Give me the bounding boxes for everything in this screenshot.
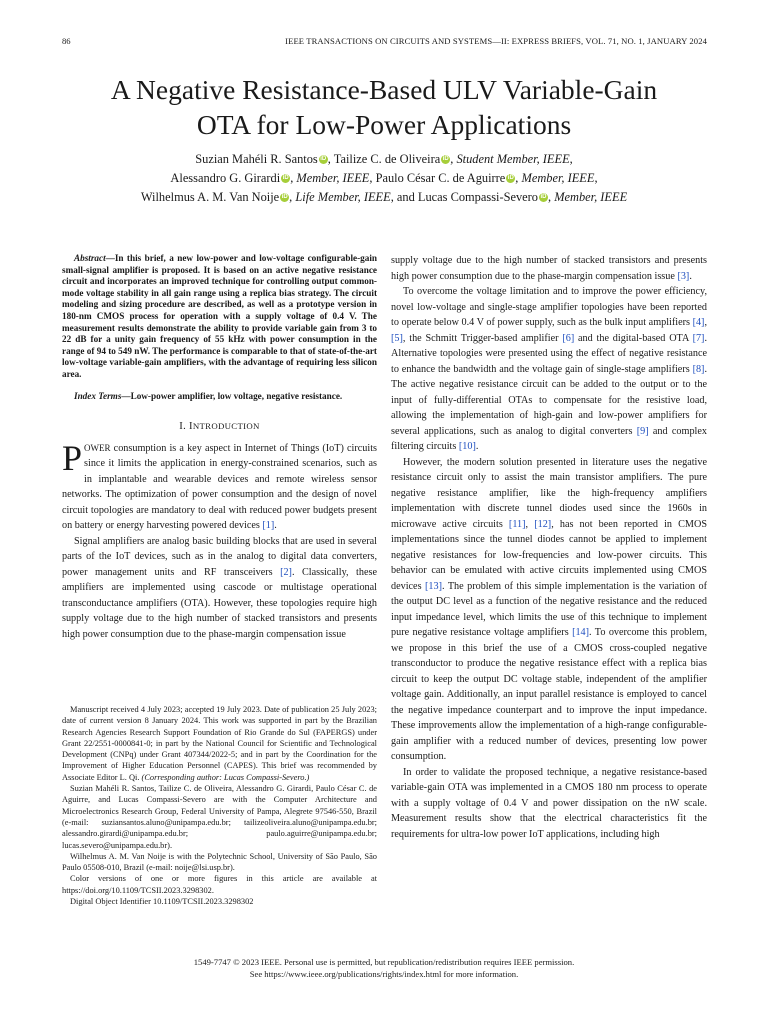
footnotes: [62, 704, 377, 907]
left-column: [62, 253, 377, 642]
punct: .: [274, 520, 277, 532]
author-role: Life Member, IEEE: [295, 190, 391, 204]
citation-link[interactable]: [9]: [636, 425, 649, 437]
paper-title: [40, 72, 728, 142]
orcid-icon[interactable]: iD: [540, 194, 547, 200]
author-name: Alessandro G. Girardi: [170, 171, 281, 185]
punct: ,: [704, 317, 707, 328]
orcid-icon[interactable]: iD: [281, 194, 288, 200]
index-terms-label: Index Terms: [74, 390, 122, 401]
index-terms-text: —Low-power amplifier, low voltage, negative resistance.: [121, 390, 343, 401]
author-role: Member, IEEE: [554, 190, 628, 204]
title-line-2: OTA for Low-Power Applications: [196, 109, 572, 140]
conjunction: and: [396, 190, 415, 204]
citation-link[interactable]: [13]: [425, 580, 442, 592]
paragraph-text: , has not been reported in CMOS implementations since the tunnel diodes cannot be applied to implement negative resistances for low-frequencies and low-power circuits. This behavior can be emulated with active circuits implemented using CMOS devices: [391, 518, 708, 592]
paragraph-text: To overcome the voltage limitation and to improve the power efficiency, novel low-voltage and single-stage amplifier topologies have been reported to operate below 0.4 V of power supply, such as the bulk input amplifiers: [391, 286, 707, 328]
page-number: 86: [62, 36, 71, 46]
copyright-line: 1549-7747 © 2023 IEEE. Personal use is permitted, but republication/redistribution requires IEEE permission.: [193, 957, 575, 967]
paragraph-text: However, the modern solution presented in literature uses the negative resistance circuit only to assist the main transistor amplifiers. The pure negative resistance amplifier, like the high-frequency amplifiers implementation with discrete tunnel diodes used since the 1960s in microwave active circuits: [391, 456, 707, 530]
author-role: Student Member, IEEE: [456, 152, 570, 166]
author-role: Member, IEEE: [521, 171, 595, 185]
right-column: [391, 253, 707, 842]
footnote: [62, 704, 377, 783]
footnote-text: Manuscript received 4 July 2023; accepted 19 July 2023. Date of publication 25 July 2023; date of current version 8 January 2024. This work was supported in part by the Brazilian Research Agencies Research Support Foundation of Rio Grande do Sul (FAPERGS) under Grant 22/2551-0000841-0; in part by the National Council for Scientific and Technological Development (CNPq) under Grant 407344/2022-5; and in part by the Coordination for the Improvement of Higher Education Personnel (CAPES). This brief was recommended by Associate Editor L. Qi.: [62, 705, 377, 782]
author-role: Member, IEEE: [296, 171, 370, 185]
footnote: Color versions of one or more figures in this article are available at https://doi.org/10.1109/TCSII.2023.3298302.: [62, 874, 377, 895]
punct: .: [689, 270, 692, 282]
paragraph-text: consumption is a key aspect in Internet of Things (IoT) circuits since it limits the application in energy-constrained scenarios, such as in implantable and wearable devices and remote wireless sensor networks. The optimization of power consumption and the design of novel circuit topologies are mandatory to deal with reduced power budgets present on battery or energy harvesting powered devices: [62, 442, 377, 532]
footnote: Wilhelmus A. M. Van Noije is with the Polytechnic School, University of São Paulo, São Paulo 05508-010, Brazil (e-mail: noije@lsi.usp.br).: [62, 851, 377, 873]
citation-link[interactable]: [4]: [692, 317, 705, 328]
citation-link[interactable]: [1]: [262, 520, 275, 532]
author-name: Lucas Compassi-Severo: [417, 190, 538, 204]
paragraph: In order to validate the proposed technique, a negative resistance-based variable-gain OTA was implemented in a CMOS 180 nm process to operate with a supply voltage of 0.4 V and power dissipation on the nW scale. Measurement results show that the electrical characteristics fit the requirements for ultra-low power IoT applications, including high: [391, 766, 707, 840]
orcid-icon[interactable]: iD: [320, 156, 327, 162]
paragraph-text: Signal amplifiers are analog basic building blocks that are used in several parts of the IoT devices, such as in the analog to digital data converters, power management units and RF transceivers: [62, 535, 377, 578]
continued-text: supply voltage due to the high number of stacked transistors and presents high power consumption due to the phase-margin compensation issue: [391, 255, 707, 282]
paragraph-text: . Alternative topologies were presented using the effect of negative resistance to enhance the bandwidth and the voltage gain of single-stage amplifiers: [391, 332, 707, 375]
paragraph-text: . The problem of this simple implementation is the variation of the output DC level as a function of the negative resistance and the reduced input impedance level, which limits the use of this technique to implement pure negative resistance voltage amplifiers: [391, 580, 707, 638]
paragraph: [391, 455, 707, 765]
punct: ,: [525, 518, 535, 530]
drop-cap: P: [62, 437, 83, 478]
paragraph: [62, 437, 377, 534]
title-line-1: A Negative Resistance-Based ULV Variable-Gain: [110, 74, 658, 105]
author-name: Tailize C. de Oliveira: [333, 152, 441, 166]
abstract-label: Abstract: [74, 253, 106, 263]
small-caps-word: OWER: [84, 442, 111, 453]
author-line-3: Wilhelmus A. M. Van Noije iD , Life Member, IEEE, and Lucas Compassi-Severo iD , Member, IEEE: [140, 190, 628, 204]
paragraph-text: . Classically, these amplifiers are implemented using cascode or multistage operational transconductance amplifiers (OTA). However, these topologies require high supply voltage due to the high number of stacked transistors and presents high power consumption due to the phase-margin compensation issue: [62, 566, 377, 640]
orcid-icon[interactable]: iD: [442, 156, 449, 162]
paragraph: [391, 284, 707, 455]
paragraph-text: . To overcome this problem, we propose in this brief the use of a CMOS cross-coupled negative transconductor to produce the negative resistance effect with a replica bias circuit to keep the output DC voltage stable, independent of the amplifier voltage gain. Additionally, an input parallel resistance is employed to cancel the negative impedance counterpart and to improve the input impedance. These improvements allow the implementation of a high-range configurable-gain amplifier with a reduced number of devices, presenting low power consumption.: [391, 627, 707, 762]
paragraph-continued: [391, 253, 707, 284]
citation-link[interactable]: [11]: [508, 518, 526, 530]
punct: .: [475, 441, 479, 452]
orcid-icon[interactable]: iD: [507, 175, 514, 181]
section-heading: [62, 419, 377, 435]
citation-link[interactable]: [6]: [562, 332, 575, 344]
citation-link[interactable]: [5]: [391, 332, 403, 344]
author-line-2: Alessandro G. Girardi iD , Member, IEEE, Paulo César C. de Aguirre iD , Member, IEEE,: [170, 171, 598, 185]
footnote: Suzian Mahéli R. Santos, Tailize C. de Oliveira, Alessandro G. Girardi, Paulo César C. de Aguirre, and Lucas Compassi-Severo are with the Computer Architecture and Microelectronics Research Group, Federal University of Pampa, Alegrete 97546-550, Brazil (e-mail: suziansantos.aluno@unipampa.edu.br; tailizeoliveira.aluno@unipampa.edu.br; alessandro.girardi@unipampa.edu.br; paulo.aguirre@unipampa.edu.br; lucas.severo@unipampa.edu.br).: [62, 784, 377, 850]
footnote: Digital Object Identifier 10.1109/TCSII.2023.3298302: [70, 897, 254, 907]
citation-link[interactable]: [3]: [677, 270, 690, 282]
author-list: [40, 150, 728, 207]
author-name: Suzian Mahéli R. Santos: [195, 152, 318, 166]
citation-link[interactable]: [14]: [572, 627, 590, 638]
citation-link[interactable]: [7]: [692, 332, 705, 344]
citation-link[interactable]: [12]: [534, 518, 552, 530]
paragraph-text: and complex filtering circuits: [391, 425, 707, 452]
citation-link[interactable]: [10]: [458, 441, 476, 452]
paragraph-text: and the digital-based OTA: [574, 332, 693, 344]
index-terms: [62, 391, 377, 403]
paragraph-text: , the Schmitt Trigger-based amplifier: [402, 332, 563, 344]
abstract: [62, 253, 377, 381]
section-title-rest: NTRODUCTION: [192, 421, 260, 432]
section-title-cap: I: [189, 421, 193, 433]
author-name: Paulo César C. de Aguirre: [375, 171, 506, 185]
journal-name: IEEE TRANSACTIONS ON CIRCUITS AND SYSTEMS—II: EXPRESS BRIEFS, VOL. 71, NO. 1, JANUARY 2024: [285, 36, 707, 46]
copyright-footer: [40, 956, 728, 980]
rights-line: See https://www.ieee.org/publications/rights/index.html for more information.: [249, 969, 519, 979]
citation-link[interactable]: [8]: [692, 363, 705, 375]
corresponding-author: (Corresponding author: Lucas Compassi-Severo.): [141, 772, 310, 782]
paragraph: [62, 534, 377, 643]
orcid-icon[interactable]: iD: [282, 175, 289, 181]
abstract-text: —In this brief, a new low-power and low-voltage configurable-gain small-signal amplifier is proposed. It is based on an active negative resistance circuit and incorporates an improved technique for controlling output common-mode voltage stability in all gain range using a replica bias strategy. The circuit modeling and sizing procedure are described, as well as a prototype version in 180-nm CMOS process for operation with a supply voltage of 0.4 V. The measurement results demonstrate the ability to provide variable gain from 3 to 22 dB for a unity gain frequency of 55 kHz with power consumption in the range of 94 to 549 nW. The performance is comparable to that of state-of-the-art low-voltage variable-gain amplifiers, with the advantage of requiring less silicon area.: [62, 253, 377, 379]
section-number: I.: [179, 421, 187, 433]
citation-link[interactable]: [2]: [280, 566, 292, 578]
paragraph-text: . The active negative resistance circuit can be added to the output or to the input of fully-differential OTAs to compensate for the resistive load, allowing the implementation of high-gain and low-power amplifiers for several applications, such as analog to digital converters: [391, 363, 707, 437]
author-name: Wilhelmus A. M. Van Noije: [140, 190, 280, 204]
author-line-1: Suzian Mahéli R. Santos iD , Tailize C. de Oliveira iD , Student Member, IEEE,: [195, 152, 573, 166]
